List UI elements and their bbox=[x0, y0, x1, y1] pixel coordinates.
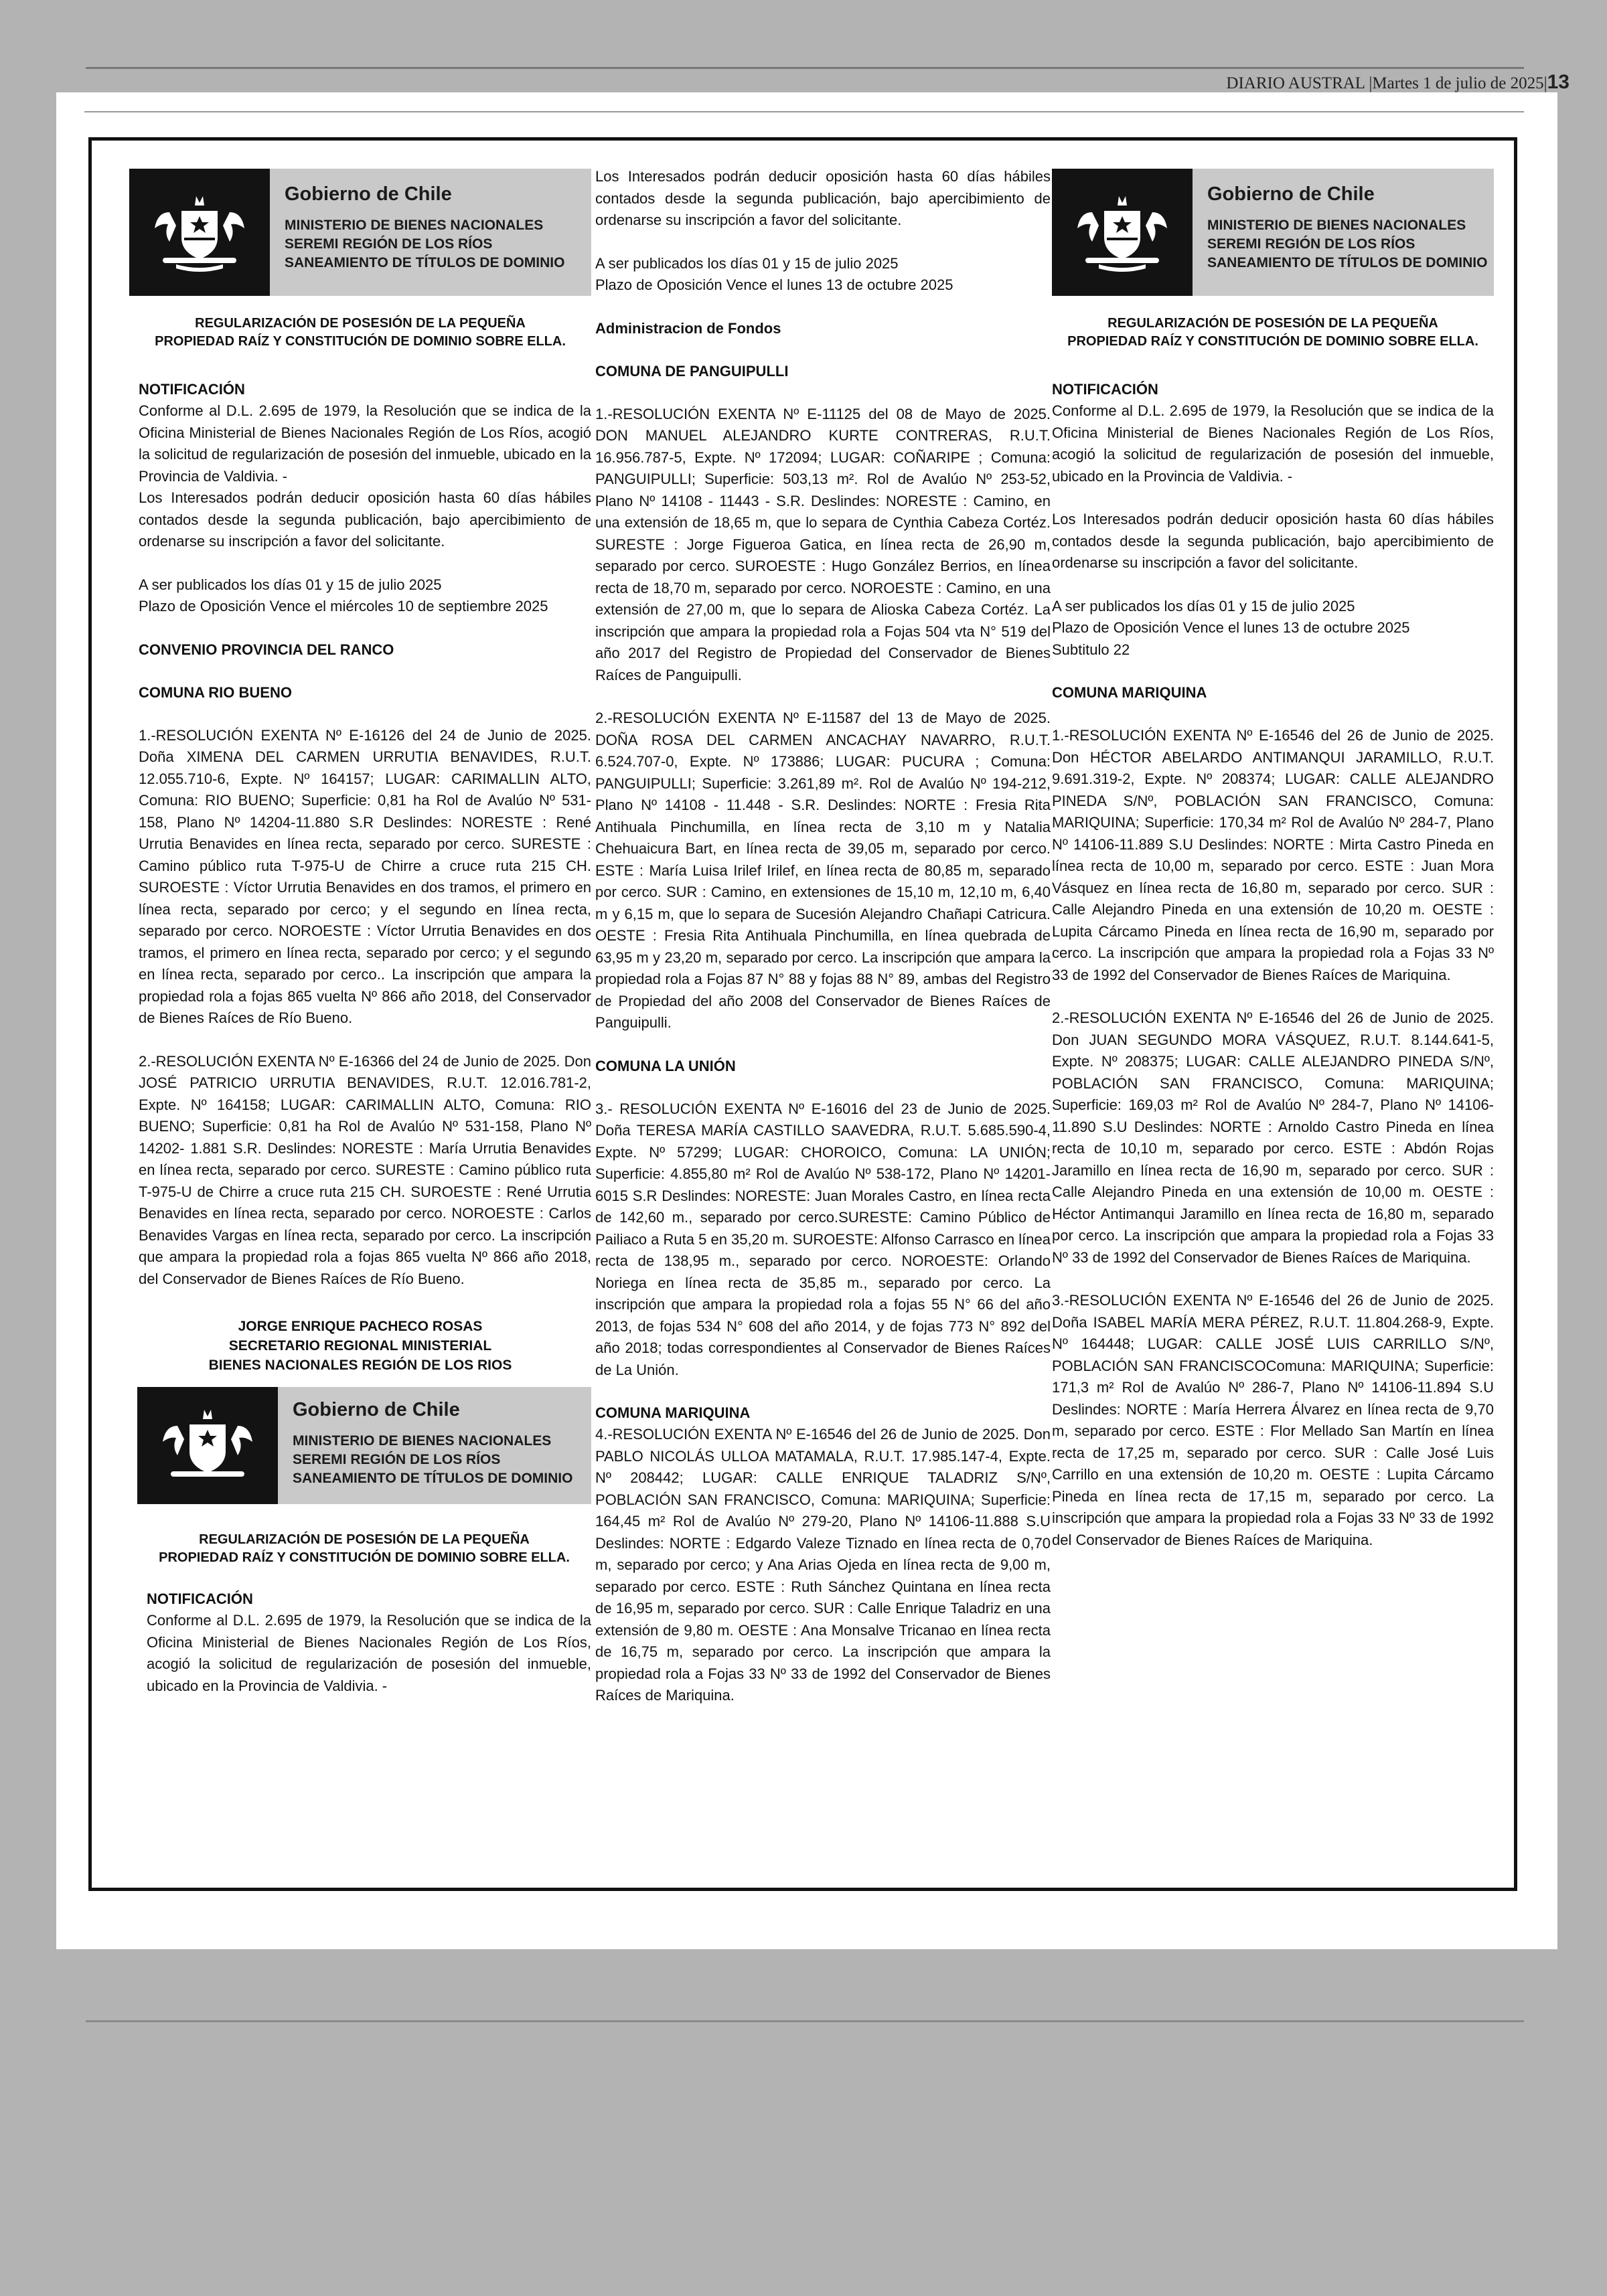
resolution-paragraph: 1.-RESOLUCIÓN EXENTA Nº E-16126 del 24 de Junio de 2025. Doña XIMENA DEL CARMEN URRUTIA BENAVIDES, R.U.T. 12.055.710-6, Expte. Nº 164157; LUGAR: CARIMALLIN ALTO, Comuna: RIO BUENO; Superficie: 0,81 ha Rol de Avalúo Nº 531-158, Plano Nº 14204-11.880 S.R Deslindes: NORESTE : René Urrutia Benavides en línea recta, separado por cerco. SURESTE : Camino público ruta T-975-U de Chirre a cruce ruta 215 CH. SUROESTE : Víctor Urrutia Benavides en dos tramos, el primero en línea recta, separado por cerco; y el segundo en línea recta, separado por cerco. NOROESTE : Víctor Urrutia Benavides en dos tramos, el primero en línea recta, separado por cerco; y el segundo en línea recta, separado por cerco.. La inscripción que ampara la propiedad rola a fojas 865 vuelta Nº 866 año 2018, del Conservador de Bienes Raíces de Río Bueno. bbox=[139, 726, 591, 1026]
notification-heading: NOTIFICACIÓN bbox=[139, 381, 245, 398]
title-line: REGULARIZACIÓN DE POSESIÓN DE LA PEQUEÑA bbox=[199, 1532, 530, 1547]
gov-banner bbox=[129, 169, 591, 296]
resolution-paragraph: 2.-RESOLUCIÓN EXENTA Nº E-11587 del 13 de Mayo de 2025. DOÑA ROSA DEL CARMEN ANCACHAY NAVARRO, R.U.T. 6.524.707-0, Expte. Nº 173886; LUGAR: PUCURA ; Comuna: PANGUIPULLI; Superficie: 3.261,89 m². Rol de Avalúo Nº 194-212, Plano Nº 14108 - 11.448 - S.R. Deslindes: NORTE : Fresia Rita Antihuala Pinchumilla, en línea recta de 3,10 m y Natalia Chehuaicura Bart, en línea recta de 39,05 m, separado por cerco. ESTE : María Luisa Irilef Irilef, en línea recta de 80,85 m, separado por cerco. SUR : Camino, en extensiones de 15,10 m, 12,10 m, 6,40 m y 6,15 m, que lo separa de Sucesión Alejandro Chañapi Catricura. OESTE : Fresia Rita Antihuala Pinchumilla, en línea quebrada de 63,95 m y 23,20 m, separado por cerco. La inscripción que ampara la propiedad rola a Fojas 87 N° 88 y fojas 88 N° 89, ambas del Registro de Propiedad del año 2008 del Conservador de Bienes Raíces de Panguipulli. bbox=[595, 710, 1051, 1031]
regularization-title bbox=[137, 1531, 591, 1567]
signatory-office: BIENES NACIONALES REGIÓN DE LOS RIOS bbox=[208, 1358, 512, 1373]
ministry-line: MINISTERIO DE BIENES NACIONALES bbox=[285, 218, 544, 233]
signature-block bbox=[129, 1317, 591, 1375]
conforme-paragraph: Conforme al D.L. 2.695 de 1979, la Resolución que se indica de la Oficina Ministerial de Bienes Nacionales Región de Los Ríos, acogió la solicitud de regularización de posesión del inmueble, ubicado en la Provincia de Valdivia. - bbox=[139, 402, 591, 485]
resolution-paragraph: 1.-RESOLUCIÓN EXENTA Nº E-16546 del 26 de Junio de 2025. Don HÉCTOR ABELARDO ANTIMANQUI JARAMILLO, R.U.T. 9.691.319-2, Expte. Nº 208374; LUGAR: CALLE ALEJANDRO PINEDA S/Nº, POBLACIÓN SAN FRANCISCO, Comuna: MARIQUINA; Superficie: 170,34 m² Rol de Avalúo Nº 284-7, Plano Nº 14106-11.889 S.U Deslindes: NORTE : Mirta Castro Pineda en línea recta de 10,00 m, separado por cerco. ESTE : Juan Mora Vásquez en línea recta de 16,80 m, separado por cerco. SUR : Calle Alejandro Pineda en una extensión de 10,20 m. OESTE : Lupita Cárcamo Pineda en línea recta de 16,90 m, separado por cerco. La inscripción que ampara la propiedad rola a Fojas 33 Nº 33 de 1992 del Conservador de Bienes Raíces de Mariquina. bbox=[1052, 727, 1494, 983]
column-2 bbox=[595, 166, 1051, 1707]
fund-heading: Administracion de Fondos bbox=[595, 319, 781, 337]
resolution-paragraph: 1.-RESOLUCIÓN EXENTA Nº E-11125 del 08 de Mayo de 2025. DON MANUEL ALEJANDRO KURTE CONTRERAS, R.U.T. 16.956.787-5, Expte. Nº 172094; LUGAR: COÑARIPE ; Comuna: PANGUIPULLI; Superficie: 503,13 m². Rol de Avalúo Nº 253-52, Plano Nº 14108 - 11443 - S.R. Deslindes: NORESTE : Camino, en una extensión de 18,65 m, que lo separa de Cynthia Cabeza Cortéz. SURESTE : Jorge Figueroa Gatica, en línea recta de 26,90 m, separado por cerco. SUROESTE : Hugo González Berrios, en línea recta de 18,70 m, separado por cerco. NOROESTE : Camino, en una extensión de 27,00 m, que lo separa de Alioska Cabeza Cortéz. La inscripción que ampara la propiedad rola a Fojas 504 vta N° 519 del año 2017 del Registro de Propiedad del Conservador de Bienes Raíces de Panguipulli. bbox=[595, 405, 1051, 683]
regularization-title bbox=[1052, 315, 1494, 351]
comuna-heading: COMUNA LA UNIÓN bbox=[595, 1057, 736, 1074]
publication-dates: A ser publicados los días 01 y 15 de julio 2025 bbox=[595, 254, 899, 272]
legal-notice-frame bbox=[88, 137, 1517, 1891]
page-number: 13 bbox=[1547, 71, 1570, 93]
seremi-line: SEREMI REGIÓN DE LOS RÍOS bbox=[285, 236, 493, 252]
column-3 bbox=[1052, 169, 1494, 1551]
title-line: REGULARIZACIÓN DE POSESIÓN DE LA PEQUEÑA bbox=[195, 316, 526, 331]
department-line: SANEAMIENTO DE TÍTULOS DE DOMINIO bbox=[293, 1471, 573, 1486]
publication-dates: A ser publicados los días 01 y 15 de julio 2025 bbox=[1052, 597, 1355, 614]
ministry-line: MINISTERIO DE BIENES NACIONALES bbox=[1207, 218, 1466, 233]
gov-banner bbox=[1052, 169, 1494, 296]
title-line: PROPIEDAD RAÍZ Y CONSTITUCIÓN DE DOMINIO SOBRE ELLA. bbox=[155, 334, 566, 349]
coat-of-arms-icon bbox=[137, 1387, 278, 1504]
opposition-deadline: Plazo de Oposición Vence el miércoles 10 de septiembre 2025 bbox=[139, 598, 548, 614]
column-1 bbox=[129, 169, 591, 1697]
masthead-date: Martes 1 de julio de 2025 bbox=[1372, 74, 1544, 92]
gov-title: Gobierno de Chile bbox=[285, 183, 452, 205]
signatory-name: JORGE ENRIQUE PACHECO ROSAS bbox=[238, 1319, 483, 1334]
seremi-line: SEREMI REGIÓN DE LOS RÍOS bbox=[1207, 236, 1415, 252]
opposition-deadline: Plazo de Oposición Vence el lunes 13 de octubre 2025 bbox=[595, 276, 953, 293]
regularization-title bbox=[129, 315, 591, 351]
title-line: PROPIEDAD RAÍZ Y CONSTITUCIÓN DE DOMINIO SOBRE ELLA. bbox=[159, 1550, 570, 1565]
resolution-paragraph: 2.-RESOLUCIÓN EXENTA Nº E-16546 del 26 de Junio de 2025. Don JUAN SEGUNDO MORA VÁSQUEZ, R.U.T. 8.144.641-5, Expte. Nº 208375; LUGAR: CALLE ALEJANDRO PINEDA S/Nº, POBLACIÓN SAN FRANCISCO, Comuna: MARIQUINA; Superficie: 169,03 m² Rol de Avalúo Nº 284-7, Plano Nº 14106-11.890 S.U Deslindes: NORTE : Arnoldo Castro Pineda en línea recta de 10,10 m, separado por cerco. ESTE : Abdón Rojas Jaramillo en línea recta de 16,90 m, separado por cerco. SUR : Calle Alejandro Pineda en una extensión de 10,00 m. OESTE : Héctor Antimanqui Jaramillo en línea recta de 16,80 m, separado por cerco. La inscripción que ampara la propiedad rola a Fojas 33 Nº 33 de 1992 del Conservador de Bienes Raíces de Mariquina. bbox=[1052, 1009, 1494, 1266]
gov-title: Gobierno de Chile bbox=[293, 1399, 460, 1420]
notification-heading: NOTIFICACIÓN bbox=[147, 1590, 253, 1607]
coat-of-arms-icon bbox=[129, 169, 270, 296]
opposition-paragraph: Los Interesados podrán deducir oposición hasta 60 días hábiles contados desde la segunda publicación, bajo apercibimiento de ordenarse su inscripción a favor del solicitante. bbox=[139, 489, 591, 550]
signatory-title: SECRETARIO REGIONAL MINISTERIAL bbox=[228, 1338, 492, 1354]
banner-text bbox=[1193, 169, 1487, 296]
ministry-line: MINISTERIO DE BIENES NACIONALES bbox=[293, 1433, 552, 1449]
comuna-heading: COMUNA MARIQUINA bbox=[595, 1404, 751, 1421]
seremi-line: SEREMI REGIÓN DE LOS RÍOS bbox=[293, 1452, 501, 1467]
department-line: SANEAMIENTO DE TÍTULOS DE DOMINIO bbox=[285, 255, 565, 270]
coat-of-arms-icon bbox=[1052, 169, 1193, 296]
opposition-paragraph: Los Interesados podrán deducir oposición hasta 60 días hábiles contados desde la segunda publicación, bajo apercibimiento de ordenarse su inscripción a favor del solicitante. bbox=[1052, 511, 1494, 571]
comuna-heading: COMUNA MARIQUINA bbox=[1052, 684, 1207, 701]
resolution-paragraph: 4.-RESOLUCIÓN EXENTA Nº E-16546 del 26 de Junio de 2025. Don PABLO NICOLÁS ULLOA MATAMALA, R.U.T. 17.985.147-4, Expte. Nº 208442; LUGAR: CALLE ENRIQUE TALADRIZ S/Nº, POBLACIÓN SAN FRANCISCO, Comuna: MARIQUINA; Superficie: 164,45 m² Rol de Avalúo Nº 279-20, Plano Nº 14106-11.888 S.U Deslindes: NORTE : Edgardo Valeze Tiznado en línea recta de 0,70 m, separado por cerco; y Ana Arias Ojeda en línea recta de 9,00 m, separado por cerco. ESTE : Ruth Sánchez Quintana en línea recta de 16,95 m, separado por cerco. SUR : Calle Enrique Taladriz en una extensión de 9,80 m. OESTE : Ana Monsalve Tricanao en línea recta de 16,75 m, separado por cerco. La inscripción que ampara la propiedad rola a Fojas 33 Nº 33 de 1992 del Conservador de Bienes Raíces de Mariquina. bbox=[595, 1426, 1051, 1704]
banner-text bbox=[278, 1387, 572, 1504]
opposition-deadline: Plazo de Oposición Vence el lunes 13 de octubre 2025 bbox=[1052, 619, 1410, 636]
resolution-paragraph: 3.- RESOLUCIÓN EXENTA Nº E-16016 del 23 de Junio de 2025. Doña TERESA MARÍA CASTILLO SAAVEDRA, R.U.T. 5.685.590-4, Expte. Nº 57299; LUGAR: CHOROICO, Comuna: LA UNIÓN; Superficie: 4.855,80 m² Rol de Avalúo Nº 538-172, Plano Nº 14201- 6015 S.R Deslindes: NORESTE: Juan Morales Castro, en línea recta de 142,60 m., separado por cerco.SURESTE: Camino Público de Pailiaco a Ruta 5 en 35,20 m. SUROESTE: Alfonso Carrasco en línea recta de 138,95 m., separado por cerco. NOROESTE: Orlando Noriega en línea recta de 35,85 m., separado por cerco. La inscripción que ampara la propiedad rola a fojas 55 N° 66 del año 2013, de fojas 534 N° 608 del año 2014, y de fojas 773 N° 892 del año 2018; todas correspondientes al Conservador de Bienes Raíces de La Unión. bbox=[595, 1100, 1051, 1378]
notification-heading: NOTIFICACIÓN bbox=[1052, 381, 1158, 398]
convenio-heading: CONVENIO PROVINCIA DEL RANCO bbox=[139, 641, 394, 658]
banner-text bbox=[270, 169, 564, 296]
gov-title: Gobierno de Chile bbox=[1207, 183, 1375, 205]
bottom-rule bbox=[86, 2020, 1524, 2022]
publication-dates: A ser publicados los días 01 y 15 de julio 2025 bbox=[139, 576, 442, 593]
subtitle-line: Subtitulo 22 bbox=[1052, 641, 1130, 658]
conforme-paragraph: Conforme al D.L. 2.695 de 1979, la Resolución que se indica de la Oficina Ministerial de Bienes Nacionales Región de Los Ríos, acogió la solicitud de regularización de posesión del inmueble, ubicado en la Provincia de Valdivia. - bbox=[147, 1612, 591, 1694]
gov-banner bbox=[137, 1387, 591, 1504]
department-line: SANEAMIENTO DE TÍTULOS DE DOMINIO bbox=[1207, 255, 1488, 270]
conforme-paragraph: Conforme al D.L. 2.695 de 1979, la Resolución que se indica de la Oficina Ministerial de Bienes Nacionales Región de Los Ríos, acogió la solicitud de regularización de posesión del inmueble, ubicado en la Provincia de Valdivia. - bbox=[1052, 402, 1494, 485]
masthead-separator: | bbox=[1369, 74, 1373, 92]
masthead-rule bbox=[84, 111, 1524, 112]
title-line: PROPIEDAD RAÍZ Y CONSTITUCIÓN DE DOMINIO SOBRE ELLA. bbox=[1067, 334, 1478, 349]
paper-name: DIARIO AUSTRAL bbox=[1226, 74, 1365, 92]
opposition-paragraph: Los Interesados podrán deducir oposición hasta 60 días hábiles contados desde la segunda publicación, bajo apercibimiento de ordenarse su inscripción a favor del solicitante. bbox=[595, 168, 1051, 228]
title-line: REGULARIZACIÓN DE POSESIÓN DE LA PEQUEÑA bbox=[1107, 316, 1438, 331]
comuna-heading: COMUNA DE PANGUIPULLI bbox=[595, 362, 789, 380]
resolution-paragraph: 2.-RESOLUCIÓN EXENTA Nº E-16366 del 24 de Junio de 2025. Don JOSÉ PATRICIO URRUTIA BENAVIDES, R.U.T. 12.016.781-2, Expte. Nº 164158; LUGAR: CARIMALLIN ALTO, Comuna: RIO BUENO; Superficie: 0,81 ha Rol de Avalúo Nº 531-158, Plano Nº 14202- 1.881 S.R. Deslindes: NORESTE : María Urrutia Benavides en línea recta, separado por cerco. SURESTE : Camino público ruta T-975-U de Chirre a cruce ruta 215 CH. SUROESTE : René Urrutia Benavides en línea recta, separado por cerco. NOROESTE : Carlos Benavides Vargas en línea recta, separado por cerco. La inscripción que ampara la propiedad rola a fojas 865 vuelta Nº 866 año 2018, del Conservador de Bienes Raíces de Río Bueno. bbox=[139, 1052, 591, 1287]
top-rule bbox=[86, 67, 1524, 69]
masthead bbox=[1226, 71, 1570, 94]
masthead-separator: | bbox=[1543, 74, 1547, 92]
resolution-paragraph: 3.-RESOLUCIÓN EXENTA Nº E-16546 del 26 de Junio de 2025. Doña ISABEL MARÍA MERA PÉREZ, R.U.T. 11.804.268-9, Expte. Nº 164448; LUGAR: CALLE JOSÉ LUIS CARRILLO S/Nº, POBLACIÓN SAN FRANCISCOComuna: MARIQUINA; Superficie: 171,3 m² Rol de Avalúo Nº 286-7, Plano Nº 14106-11.894 S.U Deslindes: NORTE : María Herrera Álvarez en línea recta de 9,70 m, separado por cerco. ESTE : Flor Mellado San Martín en línea recta de 17,25 m, separado por cerco. SUR : Calle José Luis Carrillo en una extensión de 10,20 m. OESTE : Lupita Cárcamo Pineda en línea recta de 17,15 m, separado por cerco. La inscripción que ampara la propiedad rola a Fojas 33 Nº 33 de 1992 del Conservador de Bienes Raíces de Mariquina. bbox=[1052, 1292, 1494, 1548]
comuna-heading: COMUNA RIO BUENO bbox=[139, 683, 292, 701]
